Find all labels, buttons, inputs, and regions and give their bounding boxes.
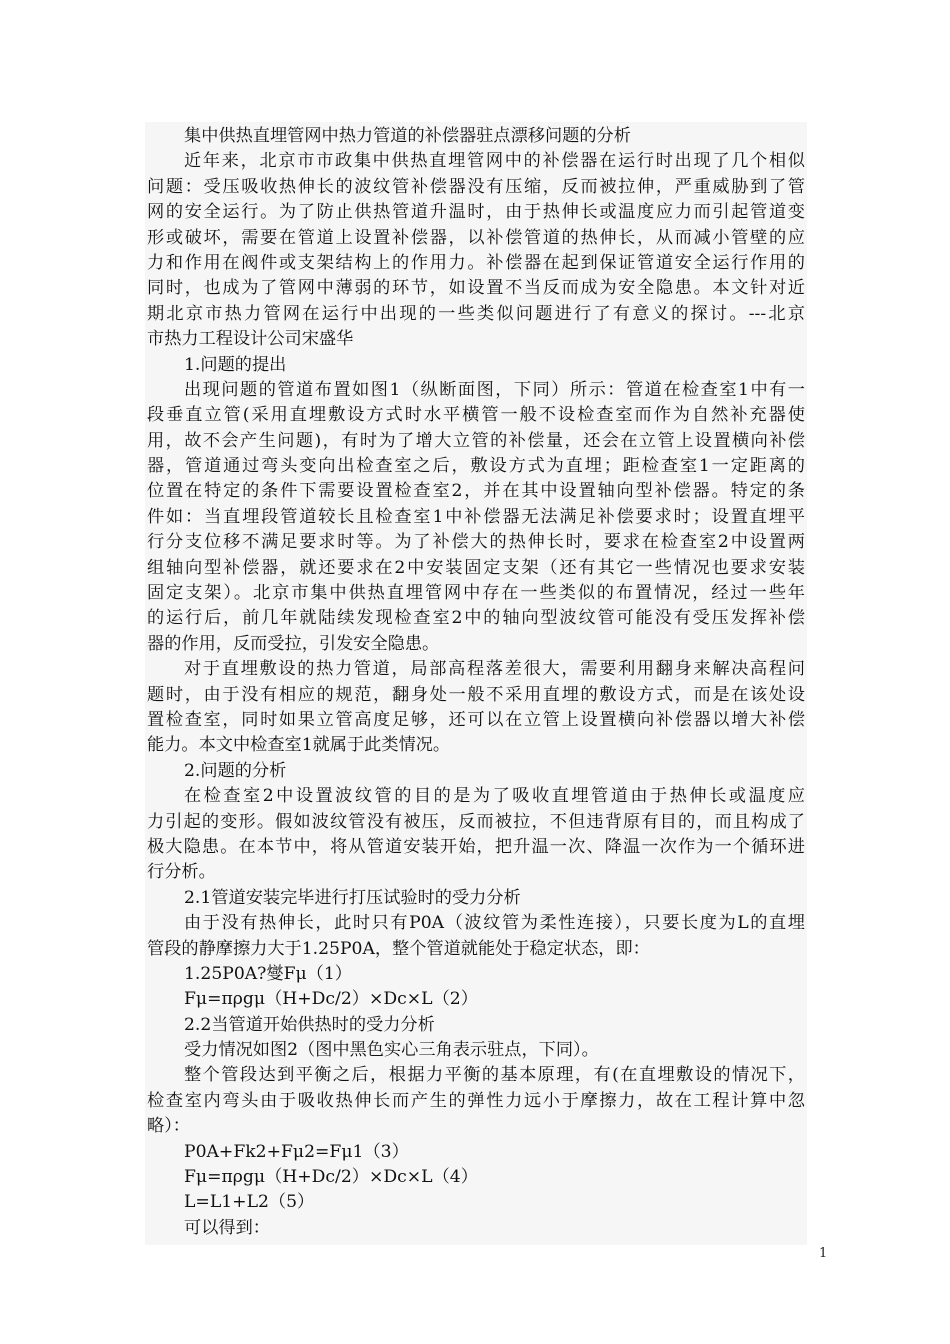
paragraph — [147, 1063, 805, 1139]
document-body — [145, 122, 807, 1245]
text-line: Fμ=πρgμ（H+Dc/2）×Dc×L（4） — [184, 1167, 478, 1188]
section-heading — [147, 759, 805, 784]
text-line: 的运行后，前几年就陆续发现检查室2中的轴向型波纹管可能没有受压发挥补偿 — [147, 608, 805, 629]
paragraph — [147, 378, 805, 657]
formula-line — [147, 1216, 805, 1241]
text-line: 近年来，北京市市政集中供热直埋管网中的补偿器在运行时出现了几个相似 — [184, 151, 805, 172]
text-line: 管段的静摩擦力大于1.25P0A，整个管道就能处于稳定状态，即： — [147, 938, 650, 959]
text-line: 形或破坏，需要在管道上设置补偿器，以补偿管道的热伸长，从而减小管壁的应 — [147, 227, 805, 248]
paragraph — [147, 657, 805, 759]
text-line: 段垂直立管(采用直埋敷设方式时水平横管一般不设检查室而作为自然补充器使 — [147, 405, 805, 426]
text-line: 置检查室，同时如果立管高度足够，还可以在立管上设置横向补偿器以增大补偿 — [147, 709, 805, 730]
text-line: 受力情况如图2（图中黑色实心三角表示驻点，下同）。 — [184, 1040, 599, 1061]
text-line: 在检查室2中设置波纹管的目的是为了吸收直埋管道由于热伸长或温度应 — [184, 786, 805, 807]
text-line: 件如：当直埋段管道较长且检查室1中补偿器无法满足补偿要求时；设置直埋平 — [147, 506, 805, 527]
text-line: 力和作用在阀件或支架结构上的作用力。补偿器在起到保证管道安全运行作用的 — [147, 252, 805, 273]
text-line: 出现问题的管道布置如图1（纵断面图，下同）所示：管道在检查室1中有一 — [184, 379, 805, 400]
paragraph — [147, 911, 805, 962]
text-line: 略）： — [147, 1116, 190, 1137]
text-line: 市热力工程设计公司宋盛华 — [147, 329, 354, 350]
text-line: Fμ=πρgμ（H+Dc/2）×Dc×L（2） — [184, 989, 478, 1010]
text-line: 能力。本文中检查室1就属于此类情况。 — [147, 735, 451, 756]
document-title: 集中供热直埋管网中热力管道的补偿器驻点漂移问题的分析 — [184, 126, 631, 146]
formula-line — [147, 987, 805, 1012]
text-line: 网的安全运行。为了防止供热管道升温时，由于热伸长或温度应力而引起管道变 — [147, 202, 805, 223]
text-line: 行分支位移不满足要求时等。为了补偿大的热伸长时，要求在检查室2中设置两 — [147, 532, 805, 553]
section-heading — [147, 353, 805, 378]
text-line: 题时，由于没有相应的规范，翻身处一般不采用直埋的敷设方式，而是在该处设 — [147, 684, 805, 705]
text-line: 固定支架）。北京市集中供热直埋管网中存在一些类似的布置情况，经过一些年 — [147, 583, 805, 604]
text-line: 问题：受压吸收热伸长的波纹管补偿器没有压缩，反而被拉伸，严重威胁到了管 — [147, 176, 805, 197]
text-line: 整个管段达到平衡之后，根据力平衡的基本原理，有(在直埋敷设的情况下， — [184, 1065, 805, 1086]
formula-line — [147, 1190, 805, 1215]
text-line: 器的作用，反而受拉，引发安全隐患。 — [147, 633, 440, 654]
section-heading — [147, 886, 805, 911]
formula-line — [147, 1038, 805, 1063]
text-line: 对于直埋敷设的热力管道，局部高程落差很大，需要利用翻身来解决高程问 — [184, 659, 805, 680]
paragraph — [147, 149, 805, 352]
page-number: 1 — [819, 1246, 828, 1261]
text-line: P0A+Fk2+Fμ2=Fμ1（3） — [184, 1141, 409, 1162]
text-line: 用，故不会产生问题)，有时为了增大立管的补偿量，还会在立管上设置横向补偿 — [147, 430, 805, 451]
text-line: L=L1+L2（5） — [184, 1192, 315, 1213]
text-line: 行分析。 — [147, 862, 216, 883]
text-line: 器，管道通过弯头变向出检查室之后，敷设方式为直埋；距检查室1一定距离的 — [147, 456, 805, 477]
section-heading — [147, 1013, 805, 1038]
formula-line — [147, 962, 805, 987]
paragraph — [147, 784, 805, 886]
formula-line — [147, 1140, 805, 1165]
text-line: 2.1管道安装完毕进行打压试验时的受力分析 — [184, 887, 521, 908]
text-line: 1.25P0A?燮Fμ（1） — [184, 963, 352, 984]
formula-line — [147, 1165, 805, 1190]
text-line: 2.问题的分析 — [184, 760, 287, 781]
text-line: 力引起的变形。假如波纹管没有被压，反而被拉，不但违背原有目的，而且构成了 — [147, 811, 805, 832]
text-line: 1.问题的提出 — [184, 354, 287, 375]
text-line: 期北京市热力管网在运行中出现的一些类似问题进行了有意义的探讨。---北京 — [147, 303, 805, 324]
text-line: 可以得到： — [184, 1217, 270, 1238]
text-line: 检查室内弯头由于吸收热伸长而产生的弹性力远小于摩擦力，故在工程计算中忽 — [147, 1090, 805, 1111]
text-line: 由于没有热伸长，此时只有P0A（波纹管为柔性连接），只要长度为L的直埋 — [184, 913, 805, 934]
text-line: 极大隐患。在本节中，将从管道安装开始，把升温一次、降温一次作为一个循环进 — [147, 836, 805, 857]
text-line: 组轴向型补偿器，就还要求在2中安装固定支架（还有其它一些情况也要求安装 — [147, 557, 805, 578]
text-line: 2.2当管道开始供热时的受力分析 — [184, 1014, 435, 1035]
text-line: 同时，也成为了管网中薄弱的环节，如设置不当反而成为安全隐患。本文针对近 — [147, 278, 805, 299]
text-line: 位置在特定的条件下需要设置检查室2，并在其中设置轴向型补偿器。特定的条 — [147, 481, 805, 502]
